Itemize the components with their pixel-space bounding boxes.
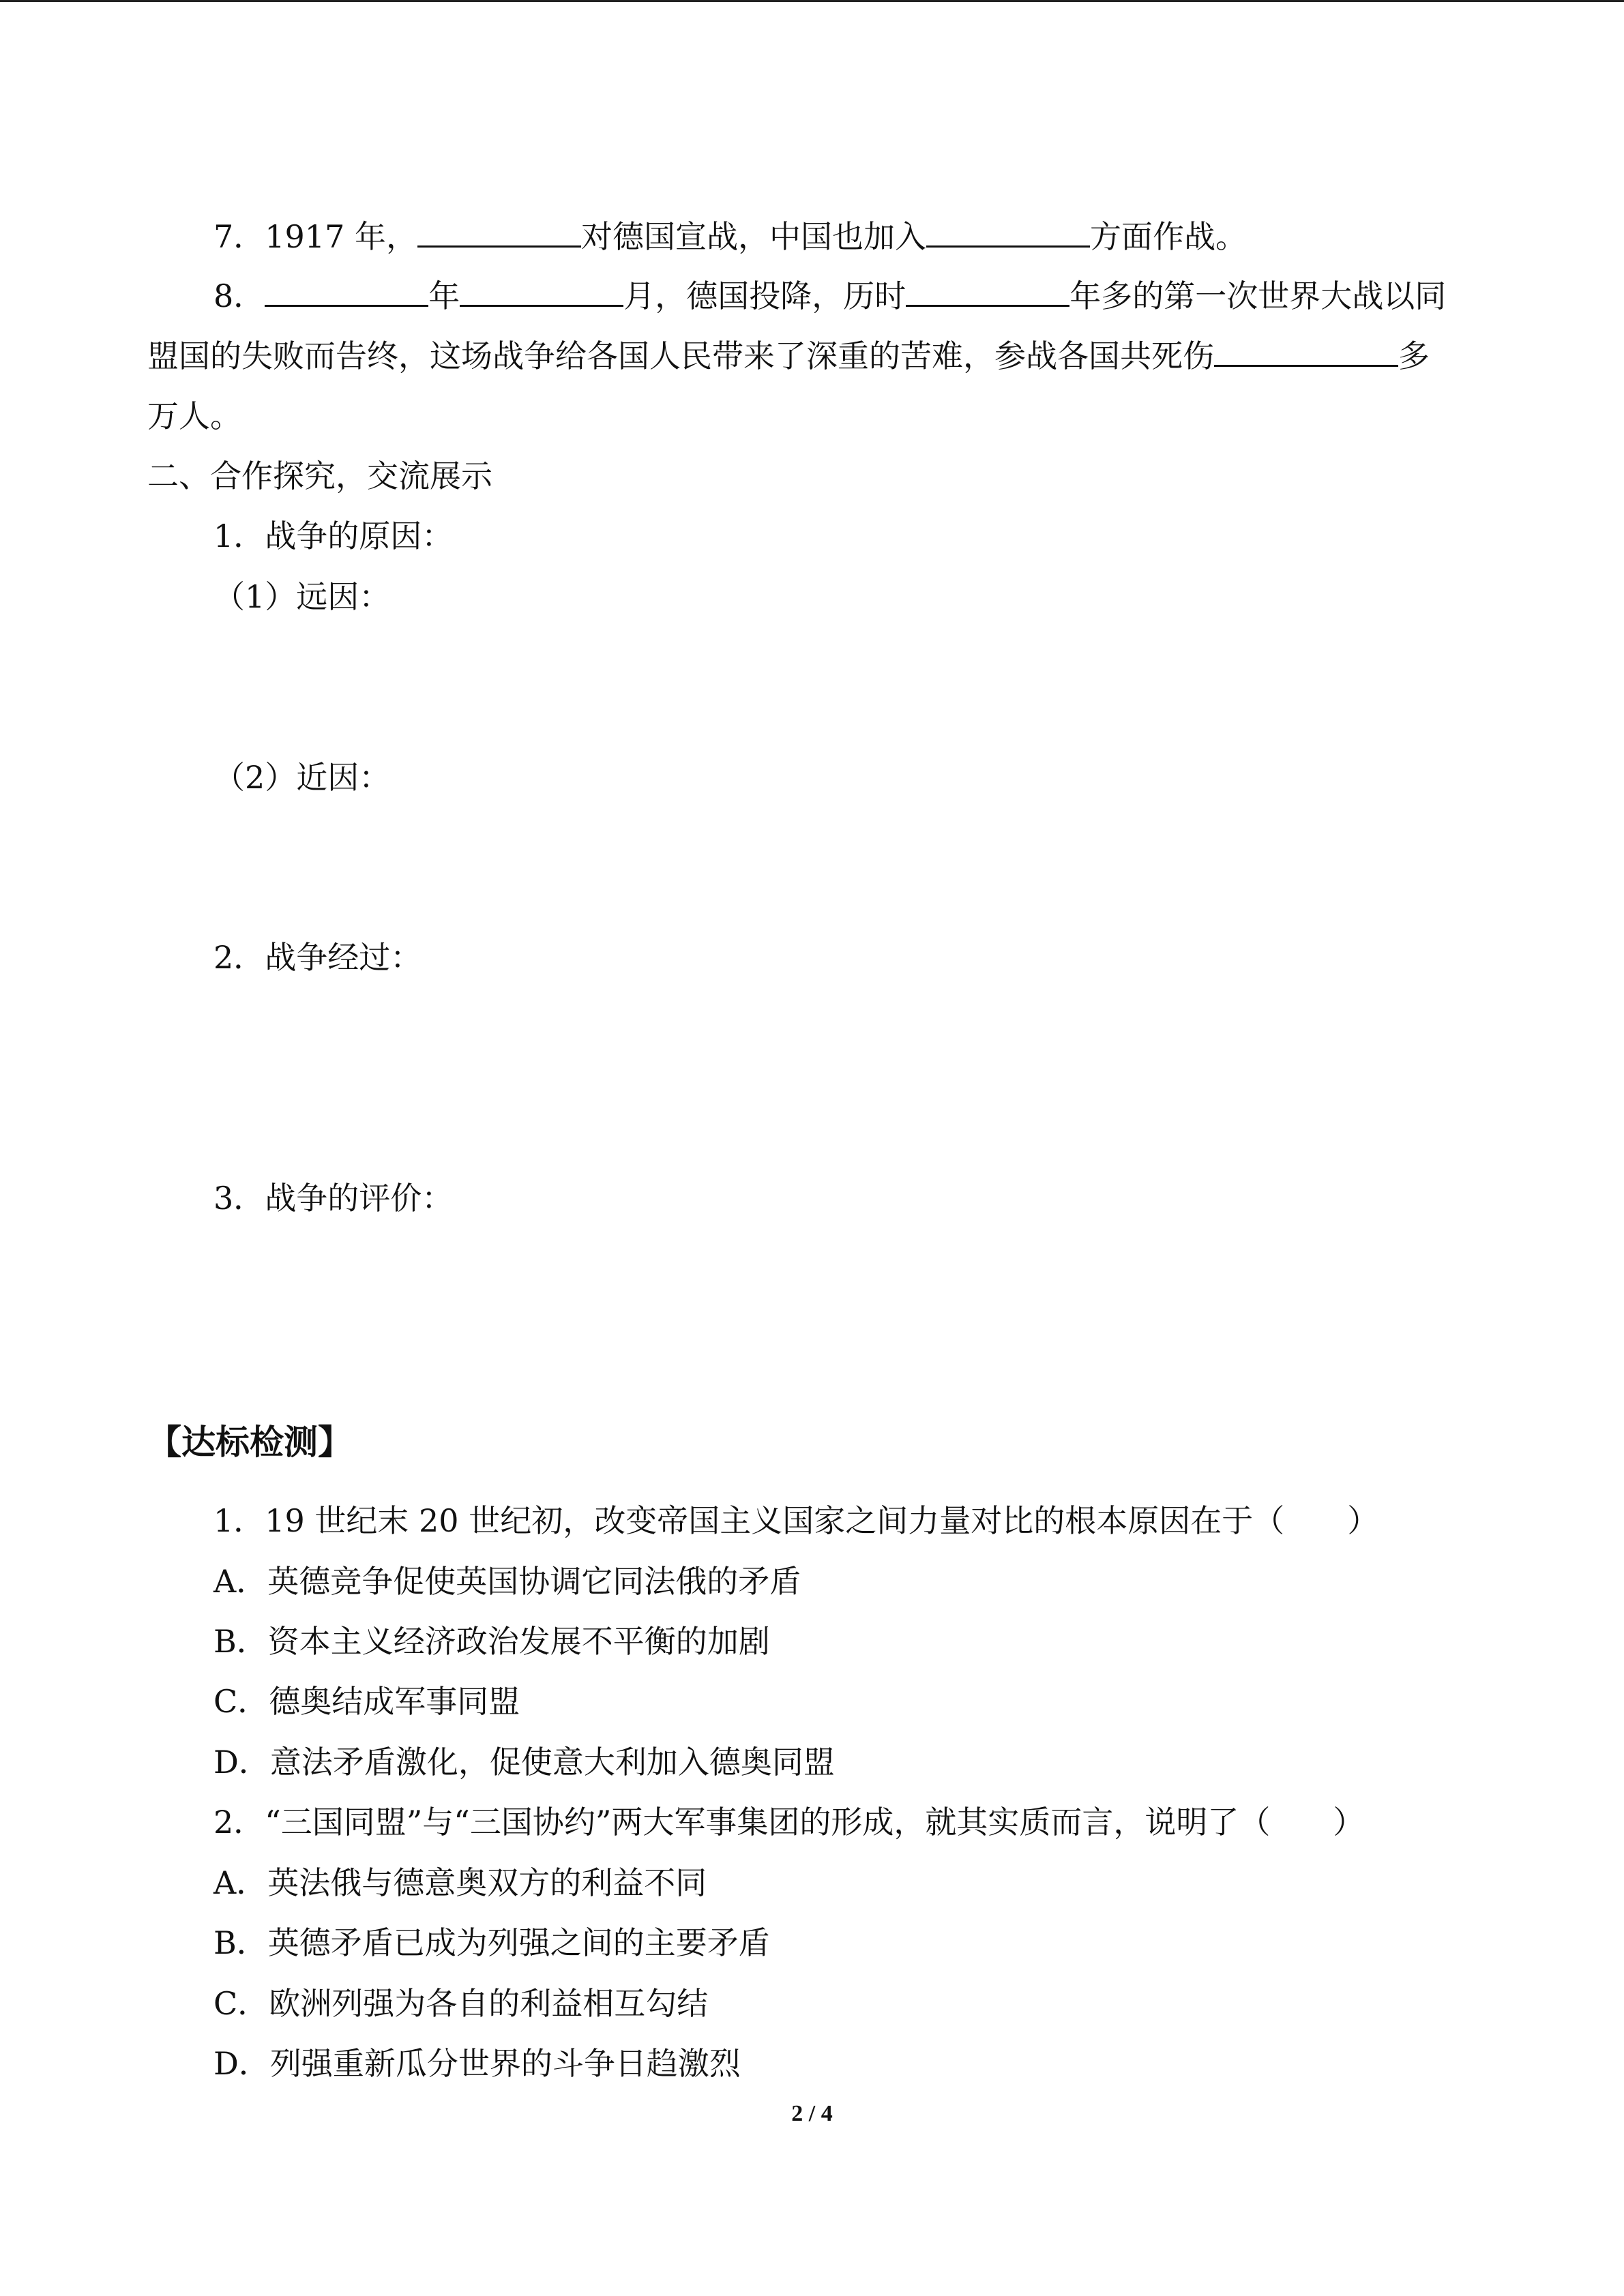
item-war-evaluation: 3．战争的评价： [213, 1180, 454, 1217]
q8-text-2: 年 [428, 278, 460, 314]
answer-blank[interactable] [906, 275, 1069, 307]
q7-text-2: 对德国宣战，中国也加入 [580, 218, 926, 255]
q2-option-b: B．英德矛盾已成为列强之间的主要矛盾 [213, 1924, 770, 1961]
q7-text-3: 方面作战。 [1089, 218, 1247, 255]
q8-text-3: 月，德国投降，历时 [623, 278, 906, 314]
q2-option-a: A．英法俄与德意奥双方的利益不同 [213, 1864, 707, 1901]
fill-in-question-8-line-2 [147, 335, 1484, 376]
item-war-course: 2．战争经过： [213, 939, 422, 976]
mc-question-2-stem: 2．“三国同盟”与“三国协约”两大军事集团的形成，就其实质而言，说明了（ ） [213, 1804, 1365, 1840]
q2-option-d: D．列强重新瓜分世界的斗争日趋激烈 [213, 2045, 741, 2082]
test-heading: 【达标检测】 [147, 1422, 352, 1462]
answer-blank[interactable] [460, 275, 623, 307]
page-number: 2 / 4 [791, 2101, 833, 2126]
item-immediate-cause: （2）近因： [213, 759, 391, 796]
answer-blank[interactable] [926, 215, 1090, 248]
fill-in-question-8 [213, 275, 1550, 316]
q1-option-c: C．德奥结成军事同盟 [213, 1683, 520, 1720]
q7-text-1: 7．1917 年， [213, 218, 417, 255]
item-war-causes: 1．战争的原因： [213, 518, 454, 554]
q8-text-6: 多 [1398, 338, 1430, 374]
section-2-title: 二、合作探究，交流展示 [147, 458, 492, 494]
fill-in-question-8-line-3 [147, 396, 1484, 436]
answer-blank[interactable] [265, 275, 428, 307]
q2-option-c: C．欧洲列强为各自的利益相互勾结 [213, 1985, 709, 2022]
answer-blank[interactable] [1214, 335, 1398, 367]
q1-option-a: A．英德竞争促使英国协调它同法俄的矛盾 [213, 1563, 801, 1600]
q8-text-7: 万人。 [147, 398, 241, 434]
q1-option-d: D．意法矛盾激化，促使意大利加入德奥同盟 [213, 1744, 835, 1780]
q8-text-4: 年多的第一次世界大战以同 [1069, 278, 1447, 314]
answer-blank[interactable] [417, 215, 581, 248]
fill-in-question-7 [213, 215, 1550, 257]
mc-question-1-stem: 1．19 世纪末 20 世纪初，改变帝国主义国家之间力量对比的根本原因在于（ ） [213, 1502, 1379, 1539]
q8-text-5: 盟国的失败而告终，这场战争给各国人民带来了深重的苦难，参战各国共死伤 [147, 338, 1214, 374]
item-remote-cause: （1）远因： [213, 578, 391, 615]
q1-option-b: B．资本主义经济政治发展不平衡的加剧 [213, 1623, 770, 1660]
q8-text-1: 8． [213, 278, 265, 314]
